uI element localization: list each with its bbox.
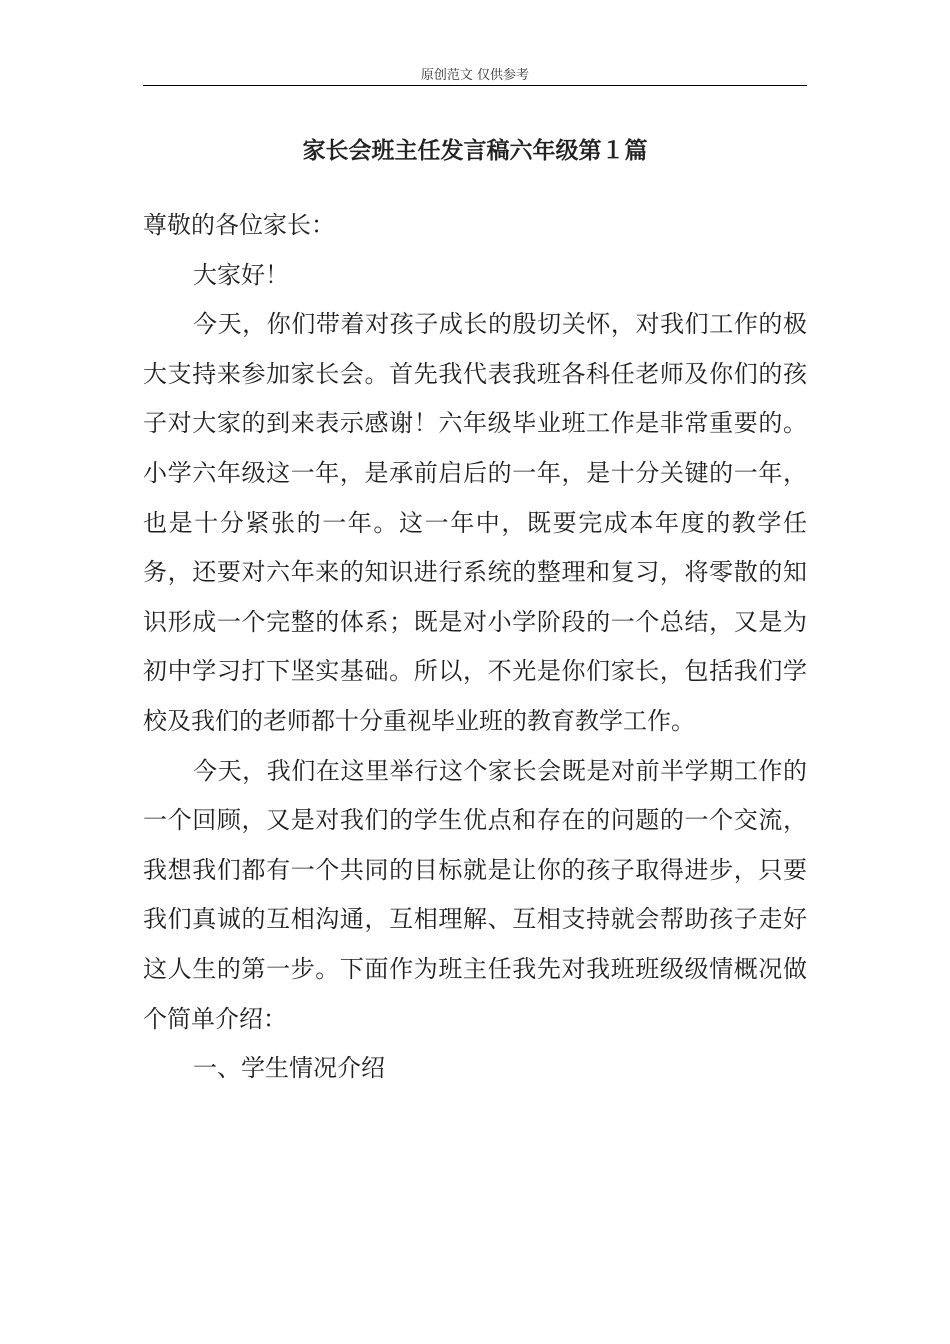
paragraph: 今天，你们带着对孩子成长的殷切关怀，对我们工作的极大支持来参加家长会。首先我代表我班各科任老师及你们的孩子对大家的到来表示感谢！六年级毕业班工作是非常重要的。小学六年级这一年，是承前启后的一年，是十分关键的一年，也是十分紧张的一年。这一年中，既要完成本年度的教学任务，还要对六年来的知识进行系统的整理和复习，将零散的知识形成一个完整的体系；既是对小学阶段的一个总结，又是为初中学习打下坚实基础。所以，不光是你们家长，包括我们学校及我们的老师都十分重视毕业班的教育教学工作。 bbox=[143, 310, 807, 735]
header-divider bbox=[143, 85, 807, 86]
document-title: 家长会班主任发言稿六年级第１篇 bbox=[302, 138, 648, 164]
greeting: 大家好！ bbox=[193, 260, 289, 289]
paragraph: 今天，我们在这里举行这个家长会既是对前半学期工作的一个回顾，又是对我们的学生优点和存在的问题的一个交流，我想我们都有一个共同的目标就是让你的孩子取得进步，只要我们真诚的互相沟通，互相理解、互相支持就会帮助孩子走好这人生的第一步。下面作为班主任我先对我班班级级情概况做个简单介绍： bbox=[143, 756, 807, 1033]
document-body bbox=[143, 201, 807, 1094]
section-heading: 一、学生情况介绍 bbox=[193, 1054, 385, 1083]
salutation: 尊敬的各位家长： bbox=[143, 211, 335, 239]
page-header: 原创范文 仅供参考 bbox=[420, 68, 530, 83]
